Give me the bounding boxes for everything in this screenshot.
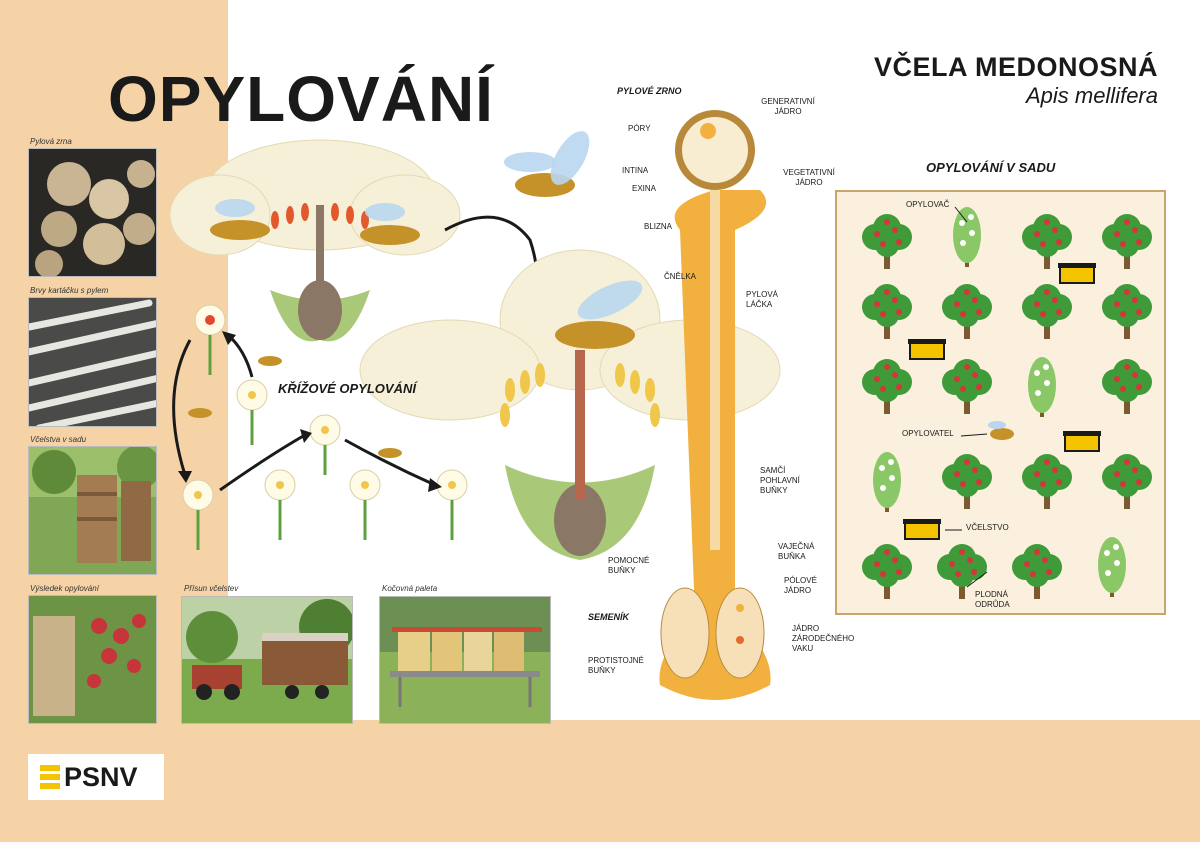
logo-text: PSNV bbox=[64, 762, 138, 792]
label-intine: INTINA bbox=[622, 166, 649, 175]
flying-bee-icon bbox=[504, 125, 597, 197]
caption-mobile-pallet: Kočovná paleta bbox=[382, 584, 438, 593]
label-male-cells: SAMČÍ POHLAVNÍ BUŇKY bbox=[760, 466, 800, 495]
bottom-background-band bbox=[0, 720, 1200, 842]
photo-result bbox=[28, 595, 157, 724]
label-pollen-tube: PYLOVÁ LÁČKA bbox=[746, 290, 779, 309]
bee-orchard-icon bbox=[988, 421, 1014, 440]
caption-colonies-orchard: Včelstva v sadu bbox=[30, 435, 87, 444]
small-bee-icons bbox=[188, 356, 402, 458]
label-pores: PÓRY bbox=[628, 124, 651, 133]
tree-icons bbox=[862, 207, 1152, 599]
label-fertile-variety: PLODNÁ ODRŮDA bbox=[975, 590, 1010, 609]
result-image bbox=[29, 596, 156, 723]
orchard-map bbox=[837, 192, 1164, 613]
caption-transport: Přísun včelstev bbox=[184, 584, 239, 593]
photo-mobile-pallet bbox=[379, 596, 551, 724]
caption-pollen-grains: Pylová zrna bbox=[30, 137, 72, 146]
label-synergids: POMOCNÉ BUŇKY bbox=[608, 556, 650, 575]
brush-hairs-image bbox=[29, 298, 156, 426]
label-pollinator-bee: OPYLOVATEL bbox=[902, 429, 954, 438]
orchard-title: OPYLOVÁNÍ V SADU bbox=[926, 160, 1056, 175]
pistil-section-diagram bbox=[600, 95, 800, 705]
label-colony: VČELSTVO bbox=[966, 523, 1009, 532]
label-polar-nuclei: PÓLOVÉ JÁDRO bbox=[784, 576, 817, 595]
label-generative-nucleus: GENERATIVNÍ JÁDRO bbox=[761, 97, 815, 116]
poster-title: OPYLOVÁNÍ bbox=[108, 63, 494, 135]
orchard-panel bbox=[835, 190, 1166, 615]
label-egg-cell: VAJEČNÁ BUŇKA bbox=[778, 542, 815, 561]
label-exine: EXINA bbox=[632, 184, 657, 193]
species-name: VČELA MEDONOSNÁ bbox=[873, 52, 1158, 82]
mobile-pallet-image bbox=[380, 597, 550, 723]
label-antipodal-cells: PROTISTOJNÉ BUŇKY bbox=[588, 656, 644, 675]
colonies-orchard-image bbox=[29, 447, 156, 574]
label-vegetative-nucleus: VEGETATIVNÍ JÁDRO bbox=[783, 168, 835, 187]
photo-pollen-grains bbox=[28, 148, 157, 277]
psnv-logo[interactable] bbox=[28, 754, 164, 800]
caption-result: Výsledek opylování bbox=[30, 584, 99, 593]
photo-brush-hairs bbox=[28, 297, 157, 427]
label-stigma: BLIZNA bbox=[644, 222, 673, 231]
photo-colonies-orchard bbox=[28, 446, 157, 575]
cross-pollination-diagram bbox=[160, 295, 490, 565]
cross-pollination-title: KŘÍŽOVÉ OPYLOVÁNÍ bbox=[278, 381, 416, 396]
label-pollinator-tree: OPYLOVAČ bbox=[906, 200, 950, 209]
label-ovary: SEMENÍK bbox=[588, 612, 630, 622]
label-style: ČNĚLKA bbox=[664, 272, 697, 281]
species-latin-name: Apis mellifera bbox=[1025, 83, 1158, 108]
logo-mark-icon bbox=[40, 765, 62, 789]
caption-brush-hairs: Brvy kartáčku s pylem bbox=[30, 286, 109, 295]
label-pollen-grain: PYLOVÉ ZRNO bbox=[617, 86, 682, 96]
label-embryo-sac-nucleus: JÁDRO ZÁRODEČNÉHO VAKU bbox=[792, 624, 855, 653]
species-heading bbox=[874, 52, 1158, 109]
transport-image bbox=[182, 597, 352, 723]
photo-transport bbox=[181, 596, 353, 724]
pollen-grains-image bbox=[29, 149, 156, 276]
